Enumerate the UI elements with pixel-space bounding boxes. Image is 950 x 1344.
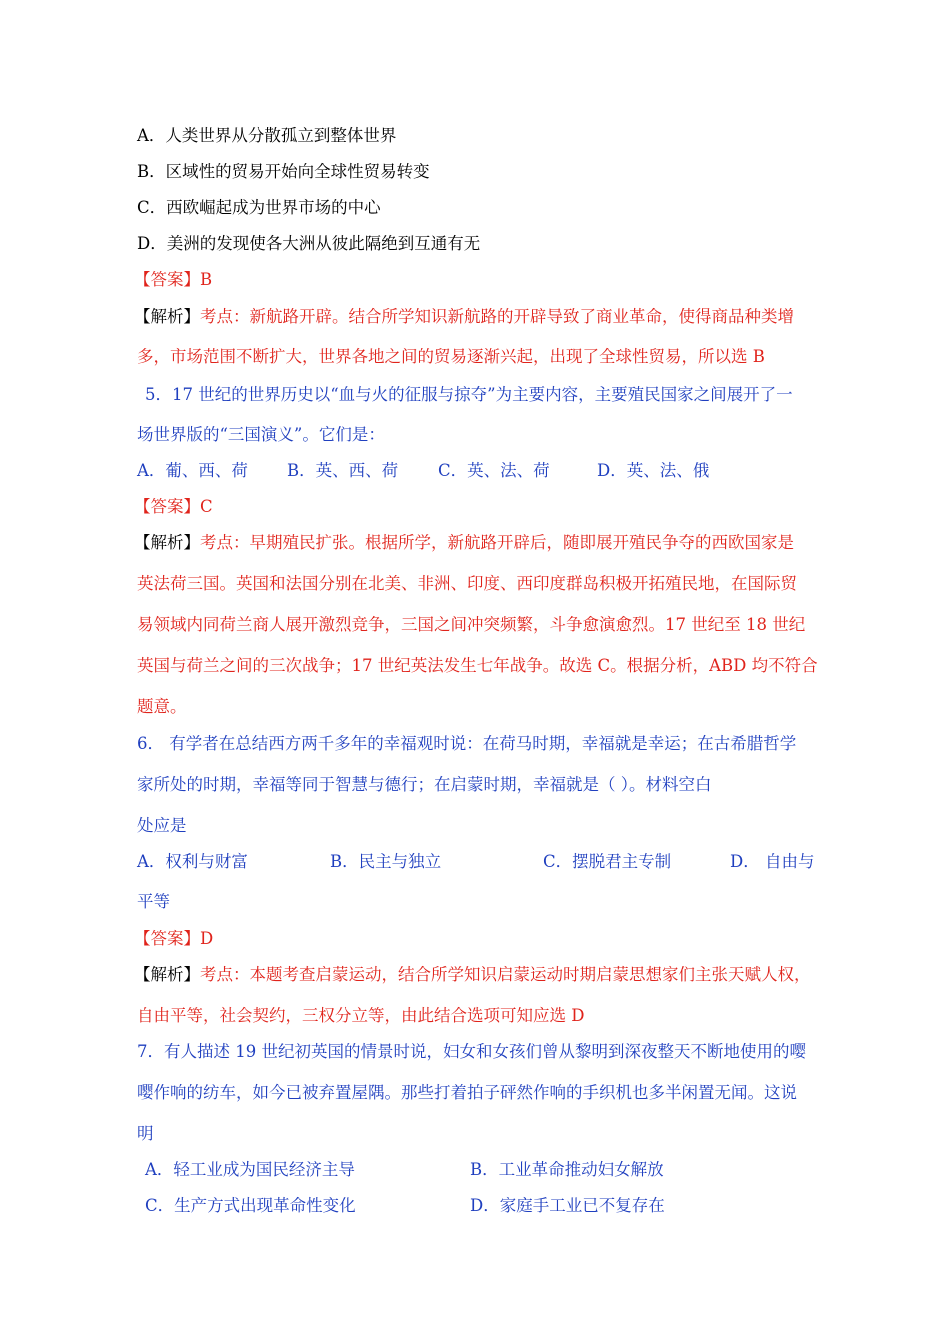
q4-answer (134, 269, 212, 291)
q5-explanation-line-1: 【解析】考点：早期殖民扩张。根据所学，新航路开辟后，随即展开殖民争夺的西欧国家是 (134, 533, 794, 552)
q5-explanation-line-5: 题意。 (137, 697, 187, 716)
q6-option-b: B．民主与独立 (330, 852, 442, 871)
q5-stem-line-1: 5．17 世纪的世界历史以“血与火的征服与掠夺”为主要内容，主要殖民国家之间展开了一 (145, 385, 793, 404)
q5-answer (134, 496, 213, 518)
q4-option-a: A．人类世界从分散孤立到整体世界 (137, 126, 397, 145)
q7-option-d: D．家庭手工业已不复存在 (470, 1196, 665, 1215)
q6-option-d-wrap: 平等 (137, 892, 170, 911)
explanation-tag: 【解析】 (134, 965, 200, 984)
answer-tag: 【答案】 (134, 270, 200, 289)
q6-stem-line-1: 6． 有学者在总结西方两千多年的幸福观时说：在荷马时期，幸福就是幸运；在古希腊哲学 (137, 734, 797, 753)
q6-explanation-line-1: 【解析】考点：本题考查启蒙运动，结合所学知识启蒙运动时期启蒙思想家们主张天赋人权， (134, 965, 811, 984)
q4-option-d: D．美洲的发现使各大洲从彼此隔绝到互通有无 (137, 234, 481, 253)
q6-stem-line-3: 处应是 (137, 816, 187, 835)
answer-tag: 【答案】 (134, 497, 200, 516)
explanation-tag: 【解析】 (134, 307, 200, 326)
answer-value: C (200, 497, 213, 516)
q6-explanation-line-2: 自由平等，社会契约，三权分立等，由此结合选项可知应选 D (137, 1006, 585, 1025)
q5-explanation-line-4: 英国与荷兰之间的三次战争；17 世纪英法发生七年战争。故选 C。根据分析，ABD 均不符合 (137, 656, 818, 675)
q5-option-c: C．英、法、荷 (438, 461, 550, 480)
q6-option-a: A．权利与财富 (137, 852, 248, 871)
q7-option-c: C．生产方式出现革命性变化 (145, 1196, 356, 1215)
answer-value: B (200, 270, 213, 289)
q4-option-b: B．区域性的贸易开始向全球性贸易转变 (137, 162, 430, 181)
q5-explanation-line-2: 英法荷三国。英国和法国分别在北美、非洲、印度、西印度群岛积极开拓殖民地，在国际贸 (137, 574, 797, 593)
q5-option-b: B．英、西、荷 (287, 461, 399, 480)
q6-stem-line-2: 家所处的时期，幸福等同于智慧与德行；在启蒙时期，幸福就是（ ）。材料空白 (137, 775, 712, 794)
q6-answer (134, 928, 213, 950)
q7-stem-line-2: 嘤作响的纺车，如今已被弃置屋隅。那些打着拍子砰然作响的手织机也多半闲置无闻。这说 (137, 1083, 797, 1102)
q5-explanation-line-3: 易领域内同荷兰商人展开激烈竞争，三国之间冲突频繁，斗争愈演愈烈。17 世纪至 18 世纪 (137, 615, 806, 634)
q7-option-b: B．工业革命推动妇女解放 (470, 1160, 664, 1179)
q4-explanation-line-2: 多，市场范围不断扩大，世界各地之间的贸易逐渐兴起，出现了全球性贸易，所以选 B (137, 347, 765, 366)
q6-option-c: C．摆脱君主专制 (543, 852, 672, 871)
q5-option-a: A．葡、西、荷 (137, 461, 248, 480)
q6-option-d: D． 自由与 (730, 852, 815, 871)
q7-option-a: A．轻工业成为国民经济主导 (145, 1160, 355, 1179)
q7-stem-line-3: 明 (137, 1124, 154, 1143)
q7-stem-line-1: 7．有人描述 19 世纪初英国的情景时说，妇女和女孩们曾从黎明到深夜整天不断地使用的嘤 (137, 1042, 806, 1061)
q4-option-c: C．西欧崛起成为世界市场的中心 (137, 198, 381, 217)
q5-stem-line-2: 场世界版的“三国演义”。它们是： (137, 425, 385, 444)
answer-value: D (200, 929, 214, 948)
answer-tag: 【答案】 (134, 929, 200, 948)
q5-option-d: D．英、法、俄 (597, 461, 710, 480)
explanation-tag: 【解析】 (134, 533, 200, 552)
q4-explanation-line-1: 【解析】考点：新航路开辟。结合所学知识新航路的开辟导致了商业革命，使得商品种类增 (134, 307, 794, 326)
